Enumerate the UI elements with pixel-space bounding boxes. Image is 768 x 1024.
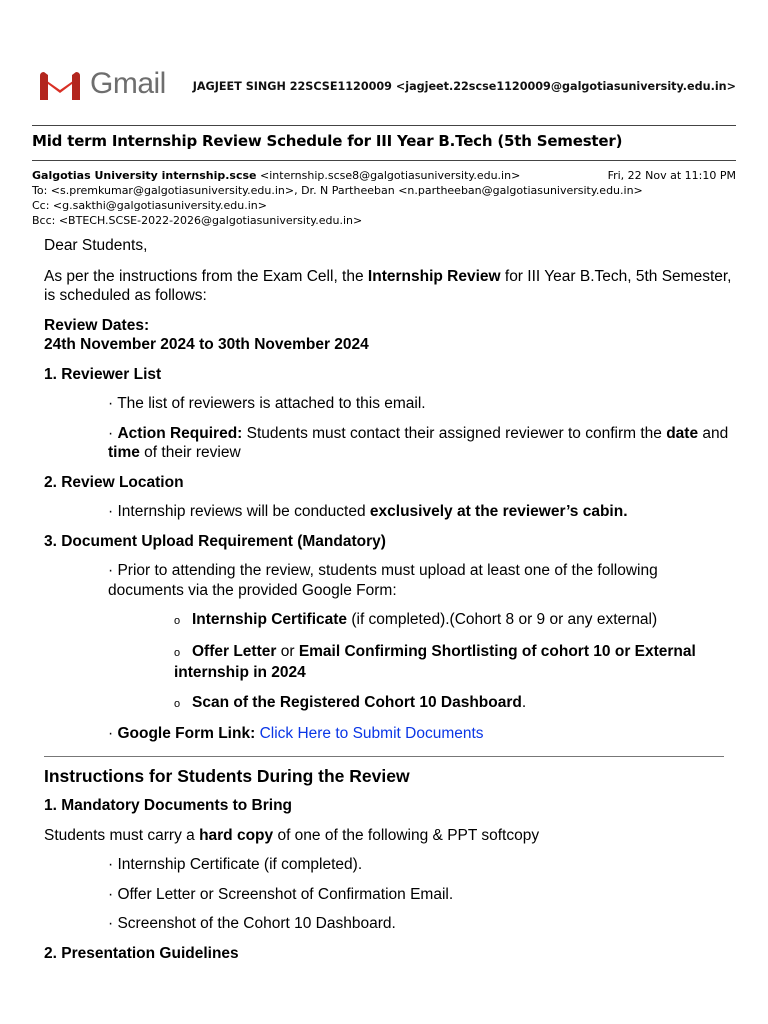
doc-option-dashboard [44,693,734,715]
section-presentation-guidelines: 2. Presentation Guidelines [44,944,239,962]
intro-text-end: for III Year B.Tech, 5th Semester, is scheduled as follows: [44,267,732,304]
account-identity: JAGJEET SINGH 22SCSE1120009 <jagjeet.22scse1120009@galgotiasuniversity.edu.in> [192,80,736,93]
bring-dashboard-bullet: · Screenshot of the Cohort 10 Dashboard. [108,915,396,932]
upload-instruction-bullet: · Prior to attending the review, students must upload at least one of the following documents via the provided Google Form: [108,562,658,599]
dashboard-period: . [521,693,527,711]
print-header [0,0,768,120]
time-emphasis: time [108,444,140,461]
review-location-bullet [44,502,734,522]
section-review-location: 2. Review Location [44,473,184,491]
doc-option-offer-letter [44,642,734,683]
bring-offer-letter-bullet: · Offer Letter or Screenshot of Confirmation Email. [108,885,454,903]
gmail-logo-text: Gmail [90,67,166,100]
email-confirming-label: Email Confirming Shortlisting of cohort 10 or External internship in 2024 [174,642,696,681]
email-subject: Mid term Internship Review Schedule for III Year B.Tech (5th Semester) [32,132,623,150]
bring-certificate-bullet: · Internship Certificate (if completed). [108,856,363,873]
action-required-label: Action Required: [117,424,243,442]
section-reviewer-list: 1. Reviewer List [44,365,162,383]
email-meta [32,168,738,228]
header-divider [32,125,736,126]
doc-option-certificate [44,610,734,632]
google-form-link[interactable]: Click Here to Submit Documents [259,725,484,742]
sub-bullet: o [174,697,181,710]
gmail-logo-icon [38,70,82,102]
review-dates-label: Review Dates: [44,316,150,334]
date-emphasis: date [666,424,699,442]
and-text: and [698,424,729,442]
location-bold: exclusively at the reviewer’s cabin. [369,503,628,520]
location-text: · Internship reviews will be conducted [108,503,370,520]
sender-address: <internship.scse8@galgotiasuniversity.edu.in> [260,169,521,182]
section-mandatory-documents: 1. Mandatory Documents to Bring [44,797,293,814]
intro-bold: Internship Review [367,267,501,285]
cc-line: Cc: <g.sakthi@galgotiasuniversity.edu.in> [32,199,267,212]
subject-divider [32,160,736,161]
bullet-dot: · [108,725,118,742]
bcc-line: Bcc: <BTECH.SCSE-2022-2026@galgotiasuniversity.edu.in> [32,214,363,227]
offer-letter-label: Offer Letter [192,642,277,660]
greeting: Dear Students, [44,237,148,254]
sub-bullet: o [174,646,181,659]
action-required-end: of their review [139,444,241,461]
review-dates: 24th November 2024 to 30th November 2024 [44,336,369,353]
bullet-dot: · [108,424,118,442]
sender-name: Galgotias University internship.scse [32,169,257,182]
certificate-note: (if completed).(Cohort 8 or 9 or any external) [347,611,658,628]
body-divider [44,756,724,757]
hard-copy-bold: hard copy [199,826,274,844]
action-required-bullet [44,424,734,463]
reviewer-list-bullet: · The list of reviewers is attached to this email. [108,395,426,412]
dashboard-label: Scan of the Registered Cohort 10 Dashboard [192,693,522,711]
action-required-text: Students must contact their assigned reviewer to confirm the [242,424,667,442]
carry-text: Students must carry a [44,826,200,844]
mandatory-documents-text [44,826,734,846]
section-document-upload: 3. Document Upload Requirement (Mandatory) [44,532,386,550]
to-line: To: <s.premkumar@galgotiasuniversity.edu.in>, Dr. N Partheeban <n.partheeban@galgotiasuniversity.edu.in> [32,184,643,197]
google-form-bullet [44,724,734,744]
google-form-label: Google Form Link: [117,725,256,742]
email-date: Fri, 22 Nov at 11:10 PM [607,169,736,182]
intro-text: As per the instructions from the Exam Cell, the [44,267,368,285]
sub-bullet: o [174,615,181,627]
or-text: or [276,642,299,660]
carry-text-end: of one of the following & PPT softcopy [273,826,540,844]
email-body [44,236,734,963]
instructions-heading: Instructions for Students During the Review [44,765,410,786]
certificate-label: Internship Certificate [192,611,348,628]
intro-paragraph [44,267,734,306]
